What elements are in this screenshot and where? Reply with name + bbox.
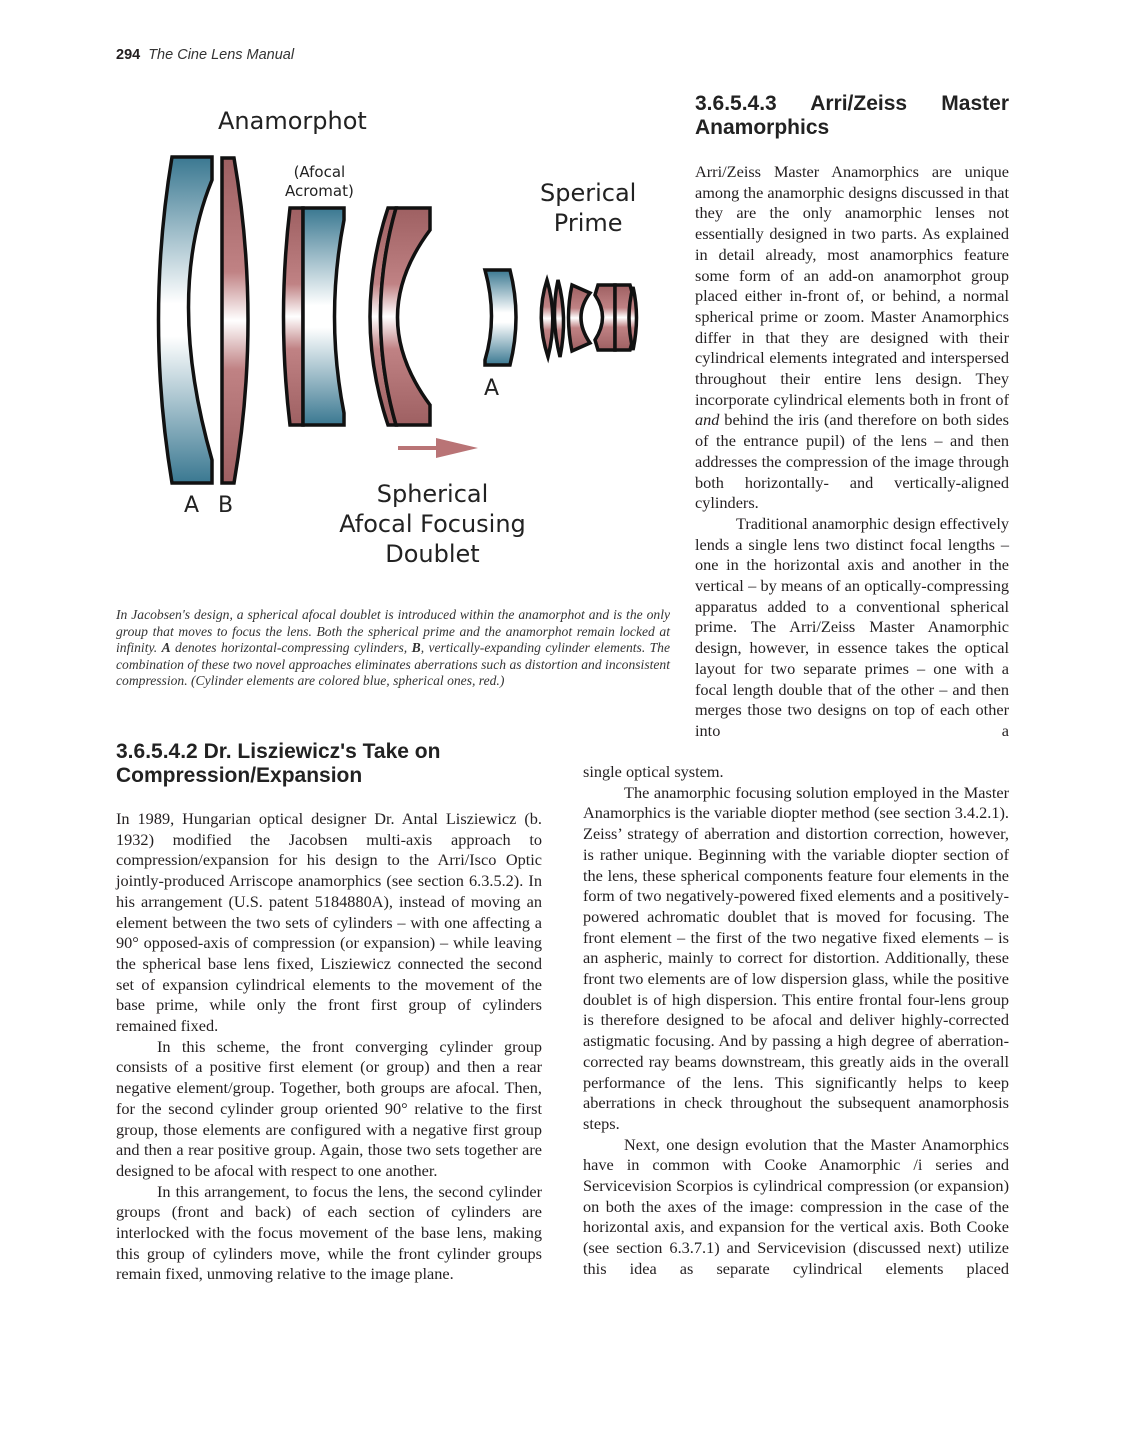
focusing-doublet-label: Spherical Afocal Focusing Doublet <box>339 480 526 568</box>
right-column-wide-text <box>583 762 1009 1280</box>
running-header <box>116 47 294 63</box>
focusing-doublet-rear <box>381 208 431 425</box>
lens-diagram <box>140 95 680 585</box>
prime-element-1 <box>541 280 553 357</box>
afocal-acromat-label: (Afocal Acromat) <box>285 163 354 200</box>
anamorphot-label: Anamorphot <box>218 107 367 135</box>
page-number: 294 <box>116 47 141 63</box>
label-a-front: A <box>184 493 200 518</box>
spherical-prime-label: Sperical Prime <box>540 179 637 237</box>
prime-element-4 <box>595 285 615 350</box>
prime-element-2 <box>554 280 563 357</box>
paragraph: Traditional anamorphic design effectively lends a single lens two distinct focal lengths – one in the horizontal axis and another in the vertical – by means of an optically-compressing apparatus added to a conventional spherical prime. The Arri/Zeiss Master Anamorphic design, however, in essence takes the optical layout for two separate primes – one with a focal length double that of the other – and then merges those two designs on top of each other into a <box>695 513 1009 740</box>
focus-direction-arrow <box>398 438 478 458</box>
afocal-spherical-element <box>284 208 304 425</box>
lens-element-b-spherical <box>222 158 248 483</box>
section-heading-master-anamorphics: 3.6.5.4.3 Arri/Zeiss Master Anamorphics <box>695 92 1009 139</box>
paragraph-continuation: single optical system. <box>583 762 724 781</box>
paragraph: In 1989, Hungarian optical designer Dr. Antal Lisziewicz (b. 1932) modified the Jacobsen multi-axis approach to compression/expansion for his design to the Arri/Isco Optic jointly-produced Arriscope anamorphics (see section 6.3.5.2). In his arrangement (U.S. patent 5184880A), instead of moving an element between the two sets of cylinders – with one affecting a 90° opposed-axis of compression (or expansion) – while leaving the spherical base lens fixed, Lisziewicz connected the second set of expansion cylindrical elements to the movement of the base prime, while only the front first group of cylinders remained fixed. <box>116 809 542 1036</box>
right-column-narrow-text <box>695 162 1009 742</box>
paragraph: Next, one design evolution that the Master Anamorphics have in common with Cooke Anamorphic /i series and Servicevision Scorpios is cylindrical compression (or expansion) on both the axes of the image: compression in the case of the horizontal axis, and expansion for the vertical axis. Both Cooke (see section 6.3.7.1) and Servicevision (discussed next) utilize this idea as separate cylindrical elements placed <box>583 1134 1009 1278</box>
paragraph: In this scheme, the front converging cylinder group consists of a positive first element (or group) and then a rear negative element/group. Together, both groups are afocal. Then, for the second cylinder group oriented 90° relative to the first group, those elements are configured with a negative first group and then a rear positive group. Again, those two sets together are designed to be afocal with respect to one another. <box>116 1036 542 1180</box>
paragraph: In this arrangement, to focus the lens, the second cylinder groups (front and back) of each section of cylinders are interlocked with the focus movement of the base lens, making this group of cylinders move, while the front cylinder groups remain fixed, unmoving relative to the image plane. <box>116 1181 542 1284</box>
figure-caption: In Jacobsen's design, a spherical afocal doublet is introduced within the anamorphot and is the only group that moves to focus the lens. Both the spherical prime and the anamorphot remain locked at infinity. A denotes horizontal-compressing cylinders, B, vertically-expanding cylinder elements. The combination of these two novel approaches eliminates aberrations such as distortion and inconsistent compression. (Cylinder elements are colored blue, spherical ones, red.) <box>116 607 671 689</box>
label-b: B <box>218 493 234 518</box>
prime-element-3 <box>569 285 591 351</box>
rear-cylinder-a <box>485 270 516 365</box>
paragraph: Arri/Zeiss Master Anamorphics are unique among the anamorphic designs discussed in that they are the only anamorphic lenses not essentially designed in two parts. As explained in detail already, most anamorphics feature some form of an add-on anamorphot group placed either in-front of, or behind, a normal spherical prime or zoom. Master Anamorphics differ in that they are designed with their cylindrical elements integrated and interspersed throughout their entire lens design. They incorporate cylindrical elements both in front of and behind the iris (and therefore on both sides of the entrance pupil) of the lens – and then addresses the compression of the image through both horizontally- and vertically-aligned cylinders. <box>695 162 1009 513</box>
left-column-text <box>116 809 542 1285</box>
prime-element-6 <box>629 287 637 350</box>
lens-element-a-cylinder <box>159 157 213 483</box>
book-title: The Cine Lens Manual <box>148 47 295 63</box>
label-a-rear: A <box>484 376 500 401</box>
section-heading-lisziewicz: 3.6.5.4.2 Dr. Lisziewicz's Take on Compression/Expansion <box>116 740 441 787</box>
paragraph: The anamorphic focusing solution employed in the Master Anamorphics is the variable diopter method (see section 3.4.2.1). Zeiss’ strategy of aberration and distortion correction, however, is rather unique. Beginning with the variable diopter section of the lens, these spherical components feature four elements in the form of two negatively-powered fixed elements and a positively-powered achromatic doublet that is moved for focusing. The front element – the first of the two negative fixed elements – is an aspheric, mainly to correct for distortion. Additionally, these front two elements are of low dispersion glass, while the positive doublet is of high dispersion. This entire frontal four-lens group is therefore designed to be afocal and deliver highly-corrected astigmatic focusing. And by passing a high degree of aberration-corrected ray beams downstream, this greatly aids in the overall performance of the lens. This significantly helps to keep aberrations in check throughout the subsequent anamorphosis steps. <box>583 782 1009 1133</box>
afocal-cylinder-element <box>303 208 344 425</box>
